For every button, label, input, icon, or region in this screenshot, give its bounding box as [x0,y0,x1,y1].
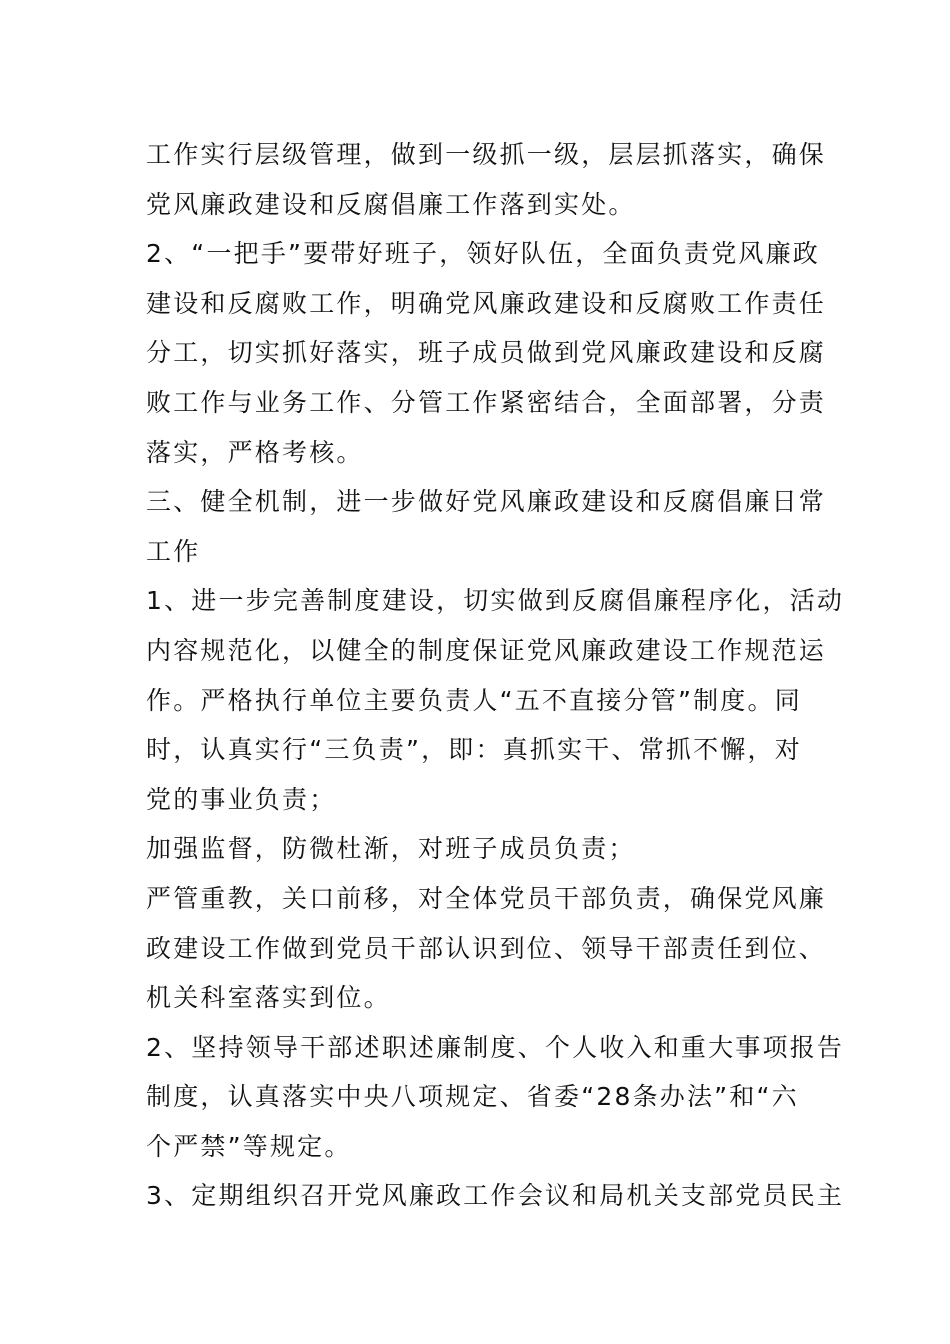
text-line: 作。严格执行单位主要负责人“五不直接分管”制度。同 [146,685,802,715]
text-line: 政建设工作做到党员干部认识到位、领导干部责任到位、 [146,933,827,963]
text-line: 加强监督，防微杜渐，对班子成员负责； [146,834,636,864]
text-line: 3、定期组织召开党风廉政工作会议和局机关支部党员民主 [146,1181,845,1211]
text-line: 2、“一把手”要带好班子，领好队伍，全面负责党风廉政 [146,239,821,269]
text-line: 制度，认真落实中央八项规定、省委“28条办法”和“六 [146,1082,799,1112]
text-line: 党风廉政建设和反腐倡廉工作落到实处。 [146,189,636,219]
document-body [146,130,845,1221]
text-line: 2、坚持领导干部述职述廉制度、个人收入和重大事项报告 [146,1032,845,1062]
text-line: 落实，严格考核。 [146,437,364,467]
text-line: 分工，切实抓好落实，班子成员做到党风廉政建设和反腐 [146,338,827,368]
text-line: 时，认真实行“三负责”，即：真抓实干、常抓不懈，对 [146,735,802,765]
text-line: 工作实行层级管理，做到一级抓一级，层层抓落实，确保 [146,140,827,169]
text-line: 党的事业负责； [146,784,337,814]
text-line: 建设和反腐败工作，明确党风廉政建设和反腐败工作责任 [146,288,827,318]
text-line: 严管重教，关口前移，对全体党员干部负责，确保党风廉 [146,883,827,913]
text-line: 机关科室落实到位。 [146,983,391,1013]
text-line: 内容规范化，以健全的制度保证党风廉政建设工作规范运 [146,635,827,665]
text-line: 个严禁”等规定。 [146,1131,352,1161]
text-line: 败工作与业务工作、分管工作紧密结合，全面部署，分责 [146,387,827,417]
section-heading-line: 工作 [146,536,201,566]
text-line: 1、进一步完善制度建设，切实做到反腐倡廉程序化，活动 [146,586,845,616]
section-heading-line: 三、健全机制，进一步做好党风廉政建设和反腐倡廉日常 [146,487,827,517]
